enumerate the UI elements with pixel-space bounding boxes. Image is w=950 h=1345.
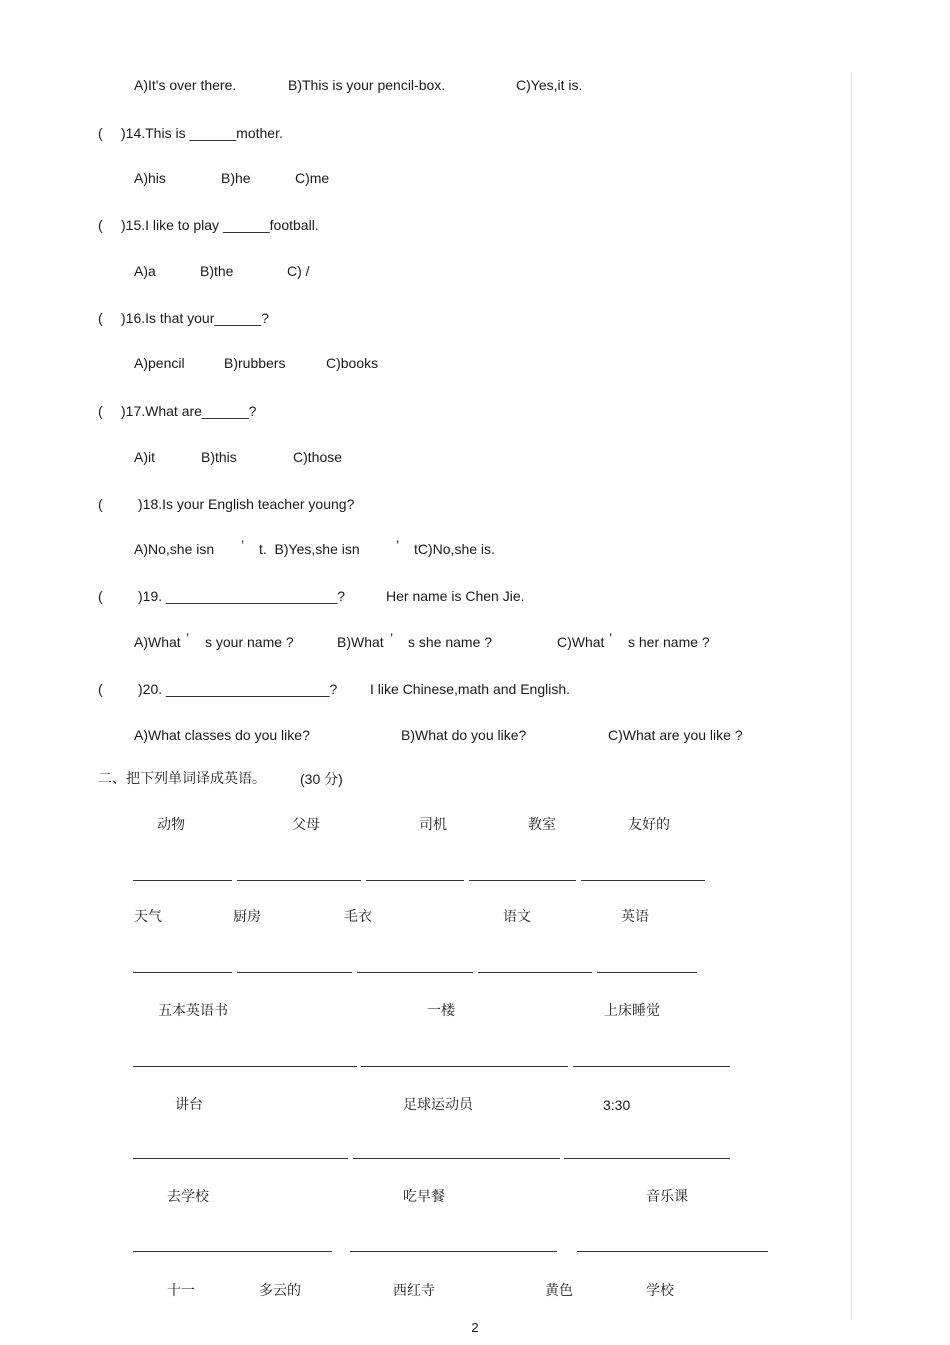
answer-line [350,1251,557,1252]
answer-line [597,972,697,973]
word-time: 3:30 [603,1097,631,1113]
q20-stem: )20. _____________________? [138,681,338,697]
q15-option-a: A)a [134,263,156,279]
q14-option-a: A)his [134,170,166,186]
answer-line [573,1066,730,1067]
q20-option-c: C)What are you like ? [608,727,743,743]
q19-option-b-part2: s she name ? [408,634,493,650]
q18-option-a-part2: t. B)Yes,she isn [259,541,360,557]
answer-line [237,972,352,973]
q19-option-a-part2: s your name ? [205,634,294,650]
answer-line [133,1158,348,1159]
word-animals: 动物 [157,817,185,833]
answer-line [133,1251,332,1252]
word-platform: 讲台 [175,1097,203,1113]
section2-score: (30 分) [300,771,343,787]
answer-line [469,880,576,881]
q19-stem: )19. ______________________? [138,588,346,604]
answer-line [133,880,232,881]
q14-option-c: C)me [295,170,330,186]
section2-title: 二、把下列单词译成英语。 [98,771,266,787]
q20-option-b: B)What do you like? [401,727,527,743]
word-five-english-books: 五本英语书 [158,1003,228,1019]
word-english: 英语 [621,909,649,925]
word-tomato: 西红寺 [393,1283,435,1299]
word-kitchen: 厨房 [233,909,261,925]
q13-option-b: B)This is your pencil-box. [288,77,446,93]
answer-line [361,1066,568,1067]
answer-line [357,972,473,973]
q19-apostrophe-b: ’ [390,630,394,646]
q20-paren: ( [98,681,103,697]
q19-answer: Her name is Chen Jie. [386,588,525,604]
q17-option-b: B)this [201,449,237,465]
word-go-to-bed: 上床睡觉 [604,1003,660,1019]
q19-option-b-part1: B)What [337,634,384,650]
q13-option-c: C)Yes,it is. [516,77,583,93]
q19-option-a-part1: A)What [134,634,181,650]
page-edge-rule [851,72,852,1320]
q19-apostrophe-c: ’ [609,630,613,646]
answer-line [478,972,592,973]
answer-line [353,1158,560,1159]
q13-option-a: A)It's over there. [134,77,237,93]
q17-option-c: C)those [293,449,343,465]
word-parents: 父母 [292,817,320,833]
word-football-player: 足球运动员 [403,1097,473,1113]
q15-stem: )15.I like to play ______football. [121,217,319,233]
answer-line [366,880,464,881]
q17-option-a: A)it [134,449,155,465]
answer-line [133,972,232,973]
answer-line [133,1066,357,1067]
q19-option-c-part2: s her name ? [628,634,710,650]
answer-line [237,880,361,881]
word-driver: 司机 [419,817,447,833]
word-school: 学校 [646,1283,674,1299]
word-yellow: 黄色 [545,1283,573,1299]
q17-stem: )17.What are______? [121,403,257,419]
q18-option-a-part1: A)No,she isn [134,541,215,557]
q18-stem: )18.Is your English teacher young? [138,496,355,512]
answer-line [577,1251,768,1252]
word-sweater: 毛衣 [344,909,372,925]
answer-line [581,880,705,881]
q14-stem: )14.This is ______mother. [121,125,283,141]
q15-option-b: B)the [200,263,234,279]
q17-paren: ( [98,403,103,419]
q15-paren: ( [98,217,103,233]
q16-option-a: A)pencil [134,355,185,371]
answer-line [564,1158,730,1159]
q16-paren: ( [98,310,103,326]
q16-stem: )16.Is that your______? [121,310,269,326]
q18-apostrophe-2: ’ [396,537,400,553]
q14-paren: ( [98,125,103,141]
word-go-to-school: 去学校 [167,1189,209,1205]
q20-answer: I like Chinese,math and English. [370,681,570,697]
word-first-floor: 一楼 [427,1003,455,1019]
word-classroom: 教室 [528,817,556,833]
q18-apostrophe-1: ’ [241,537,245,553]
word-friendly: 友好的 [628,817,670,833]
word-cloudy: 多云的 [259,1283,301,1299]
q18-option-c: tC)No,she is. [414,541,495,557]
q15-option-c: C) / [287,263,310,279]
page-number: 2 [471,1320,479,1335]
q18-paren: ( [98,496,103,512]
word-chinese: 语文 [503,909,531,925]
word-have-breakfast: 吃早餐 [403,1189,445,1205]
q19-option-c-part1: C)What [557,634,605,650]
word-music-class: 音乐课 [646,1189,688,1205]
word-weather: 天气 [134,909,162,925]
q14-option-b: B)he [221,170,251,186]
q16-option-b: B)rubbers [224,355,286,371]
word-eleven: 十一 [167,1283,195,1299]
q20-option-a: A)What classes do you like? [134,727,310,743]
q19-apostrophe-a: ’ [186,630,190,646]
q19-paren: ( [98,588,103,604]
q16-option-c: C)books [326,355,379,371]
